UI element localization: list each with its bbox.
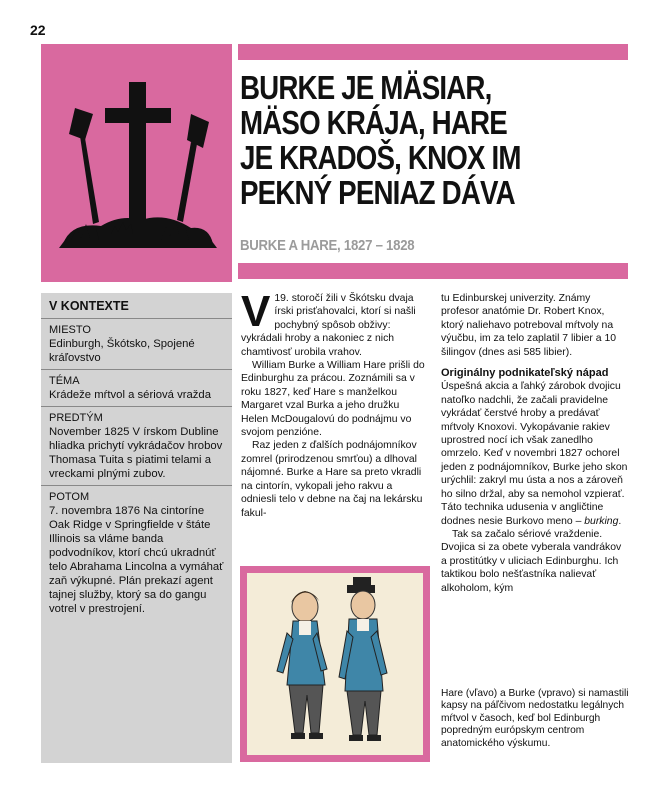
title-line: PEKNÝ PENIAZ DÁVA [240, 174, 515, 211]
sidebar-text: Edinburgh, Škótsko, Spojené kráľovstvo [49, 338, 195, 364]
two-men-icon [247, 573, 423, 755]
sidebar-label: TÉMA [49, 375, 80, 387]
title-line: BURKE JE MÄSIAR, [240, 69, 492, 106]
article-paragraph: William Burke a William Hare prišli do Edinburghu za prácou. Zoznámili sa v roku 1827, keď Hare s manželkou Margaret vzal Burka a jeho družku Helen McDougalovú do podnájmu vo svojom penzióne. [241, 360, 425, 439]
sidebar-section-before [41, 407, 232, 486]
article-title [240, 70, 568, 210]
sidebar-label: MIESTO [49, 324, 91, 336]
sidebar-section-place [41, 319, 232, 370]
article-paragraph: Raz jeden z ďalších podnájomníkov zomrel (prirodzenou smrťou) a dlhoval nájomné. Burke a Hare sa preto vkradli na cintorín, vykopali jeho rakvu a odniesli telo v debne na čaj na lekársku fakul- [241, 440, 423, 519]
sidebar-text: Krádeže mŕtvol a sériová vražda [49, 389, 211, 401]
sidebar-text: November 1825 V írskom Dubline hliadka prichytí vykrádačov hrobov Thomasa Tuita s piatimi telami a vreckami plnými zubov. [49, 426, 223, 480]
paragraph-text: . [618, 515, 622, 527]
paragraph-text: 19. storočí žili v Škótsku dvaja írski prisťahovalci, ktorí si našli pochybný spôsob obživy: vykrádali hroby a nakoniec z nich chamtivosť urobila vrahov. [241, 293, 416, 358]
article-column-2 [441, 292, 629, 595]
title-bar-top [238, 44, 628, 60]
italic-term: burking [584, 515, 619, 527]
page-number: 22 [30, 22, 46, 38]
sidebar-heading: V KONTEXTE [41, 293, 232, 319]
crosses-icon [41, 44, 232, 282]
sidebar-section-topic [41, 370, 232, 407]
sidebar-label: POTOM [49, 491, 90, 503]
illustration-canvas [247, 573, 423, 755]
illustration-caption: Hare (vľavo) a Burke (vpravo) si namastili kapsy na páľčivom nedostatku legálnych mŕtvol v časoch, keď bol Edinburgh popredným európskym centrom anatomického výskumu. [441, 688, 629, 749]
article-column-1 [241, 287, 429, 520]
drop-cap: V [241, 287, 271, 336]
article-paragraph: tu Edinburskej univerzity. Známy profesor anatómie Dr. Robert Knox, ktorý naliehavo potreboval mŕtvoly na výučbu, im za telo zaplatil 7 libier a 10 šilingov (dnes asi 585 libier). [441, 293, 616, 358]
paragraph-text: Úspešná akcia a ľahký zárobok dvojicu natoľko nadchli, že začali pravidelne vykrádať čerstvé hroby a predávať mŕtvoly Knoxovi. Vykopávanie rakiev uprostred nocí ich však zanedlho omrzelo. Keď v novembri 1827 ochorel jeden z podnájomníkov, Burke jeho skon urýchlil: zakryl mu ústa a nos a zároveň ho silno držal, aby sa nemohol vzpierať. Táto technika udusenia v angličtine dodnes nesie Burkovo meno – [441, 381, 628, 527]
sidebar-section-after [41, 486, 232, 620]
title-bar-bottom [238, 263, 628, 279]
sidebar-label: PREDTÝM [49, 412, 103, 424]
context-sidebar [41, 293, 232, 763]
article-subtitle: BURKE A HARE, 1827 – 1828 [240, 237, 415, 254]
sidebar-text: 7. novembra 1876 Na cintoríne Oak Ridge v Springfielde v štáte Illinois sa vláme banda podvodníkov, ktorí chcú ukradnúť telo Abrahama Lincolna a vymáhať zaň výkupné. Plán prekazí agent tajnej služby, ktorý sa do gangu votrel v prestrojení. [49, 505, 224, 615]
article-paragraph [241, 287, 429, 359]
section-subheading: Originálny podnikateľský nápad [441, 367, 609, 380]
article-paragraph [441, 380, 629, 527]
graveyard-illustration [41, 44, 232, 282]
burke-hare-illustration [240, 566, 430, 762]
article-paragraph: Tak sa začalo sériové vraždenie. Dvojica si za obete vyberala vandrákov a prostitútky v uliciach Edinburghu. Ich taktikou bolo nešťastníka nalievať alkoholom, kým [441, 528, 622, 594]
title-line: MÄSO KRÁJA, HARE [240, 104, 507, 141]
title-line: JE KRADOŠ, KNOX IM [240, 139, 521, 176]
